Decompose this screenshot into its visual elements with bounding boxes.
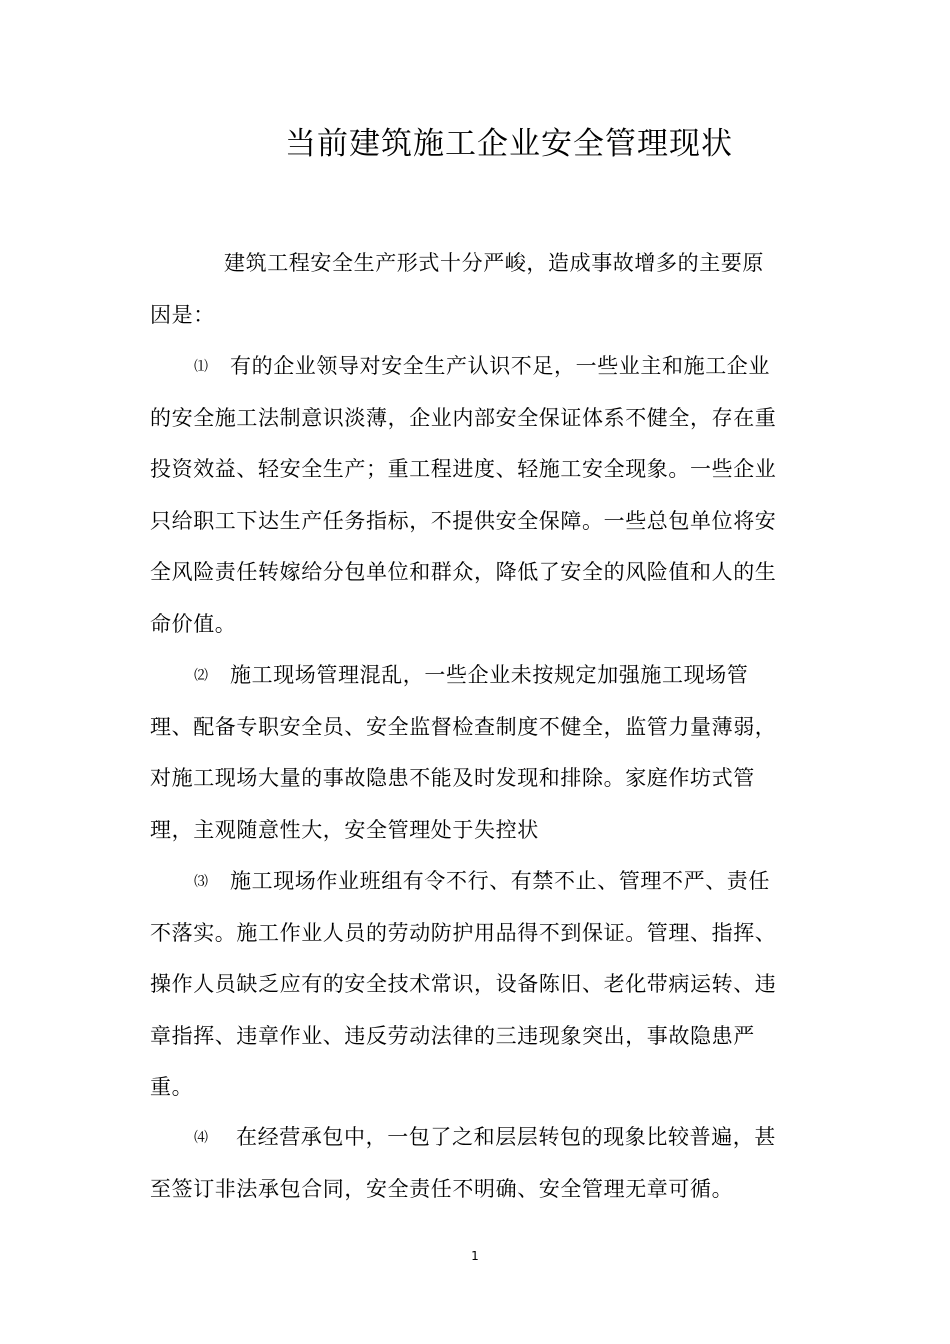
paragraph-line xyxy=(150,341,800,393)
item-paragraph-1 xyxy=(150,341,800,650)
paragraph-line: 章指挥、违章作业、违反劳动法律的三违现象突出，事故隐患严 xyxy=(150,1023,755,1048)
item-marker: ⑴ xyxy=(194,359,209,375)
paragraph-line: 操作人员缺乏应有的安全技术常识，设备陈旧、老化带病运转、违 xyxy=(150,972,777,996)
paragraph-text: 在经营承包中，一包了之和层层转包的现象比较普遍，甚 xyxy=(236,1125,776,1149)
page-title: 当前建筑施工企业安全管理现状 xyxy=(285,126,733,162)
paragraph-line: 不落实。施工作业人员的劳动防护用品得不到保证。管理、指挥、 xyxy=(150,920,777,945)
item-marker: ⑷ xyxy=(194,1130,209,1146)
intro-paragraph xyxy=(150,238,800,341)
paragraph-line xyxy=(150,856,800,908)
paragraph-line xyxy=(150,1112,800,1164)
item-marker: ⑵ xyxy=(194,668,209,684)
paragraph-line xyxy=(150,650,800,702)
paragraph-line: 理、配备专职安全员、安全监督检查制度不健全，监管力量薄弱， xyxy=(150,714,777,739)
item-marker: ⑶ xyxy=(194,874,209,890)
item-paragraph-4 xyxy=(150,1112,800,1215)
paragraph-line: 对施工现场大量的事故隐患不能及时发现和排除。家庭作坊式管 xyxy=(150,766,755,790)
paragraph-text: 有的企业领导对安全生产认识不足，一些业主和施工企业 xyxy=(230,354,770,378)
paragraph-line: 重。 xyxy=(150,1075,194,1099)
paragraph-line: 投资效益、轻安全生产；重工程进度、轻施工安全现象。一些企业 xyxy=(150,457,777,481)
paragraph-line: 只给职工下达生产任务指标，不提供安全保障。一些总包单位将安 xyxy=(150,508,777,533)
paragraph-line: 因是： xyxy=(150,302,215,327)
paragraph-text: 施工现场作业班组有令不行、有禁不止、管理不严、责任 xyxy=(230,869,770,893)
item-paragraph-3 xyxy=(150,856,800,1114)
paragraph-line: 全风险责任转嫁给分包单位和群众，降低了安全的风险值和人的生 xyxy=(150,560,777,584)
paragraph-line: 理，主观随意性大，安全管理处于失控状 xyxy=(150,817,539,842)
paragraph-line: 命价值。 xyxy=(150,611,237,636)
paragraph-line: 的安全施工法制意识淡薄，企业内部安全保证体系不健全，存在重 xyxy=(150,405,777,430)
item-paragraph-2 xyxy=(150,650,800,856)
page-number: 1 xyxy=(471,1249,479,1263)
paragraph-text: 施工现场管理混乱，一些企业未按规定加强施工现场管 xyxy=(230,663,749,687)
paragraph-line: 建筑工程安全生产形式十分严峻，造成事故增多的主要原 xyxy=(224,251,764,275)
paragraph-line: 至签订非法承包合同，安全责任不明确、安全管理无章可循。 xyxy=(150,1176,734,1201)
